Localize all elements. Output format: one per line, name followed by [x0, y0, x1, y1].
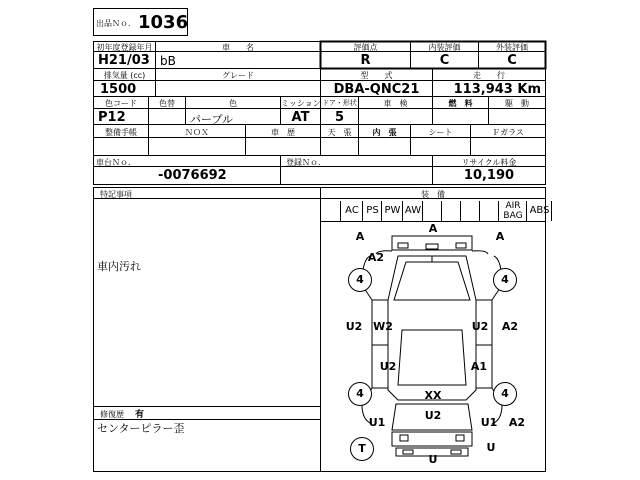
mileage-value: 113,943 Km	[453, 82, 541, 97]
color-value: パープル	[190, 113, 234, 126]
mark-right-front-door: A2	[501, 320, 519, 333]
interior-grade-header: 内装評価	[428, 43, 461, 52]
repair-history-label: 修復歴	[100, 410, 124, 419]
equipment-header: 装 備	[421, 190, 445, 199]
equipment-item: PS	[362, 201, 382, 221]
equipment-item	[460, 201, 480, 221]
spare-tire-circle: T	[350, 437, 374, 461]
doors-header: ドア・形状	[322, 99, 357, 107]
car-name-value: bB	[160, 54, 176, 68]
equipment-item	[479, 201, 499, 221]
equipment-item: AIR BAG	[498, 201, 527, 221]
nox-header: ＮＯＸ	[185, 128, 209, 137]
mark-left-front-door: U2	[345, 320, 363, 333]
mark-roof-front: A	[428, 222, 438, 235]
seat-header: シート	[428, 128, 453, 137]
lot-number-label: 出品Ｎｏ．	[96, 19, 136, 28]
equipment-item: PW	[381, 201, 403, 221]
lot-number: 1036	[138, 12, 189, 33]
tire-fl-circle: 4	[348, 268, 372, 292]
notes-header: 特記事項	[100, 190, 132, 199]
equipment-item	[441, 201, 461, 221]
color-code-header: 色コード	[105, 99, 137, 108]
first-registration-value: H21/03	[98, 53, 150, 68]
mark-left-inner: W2	[373, 320, 393, 333]
score-header: 評価点	[353, 43, 378, 52]
equipment-item	[422, 201, 442, 221]
mark-rear-panel: XX	[424, 389, 442, 402]
history-header: 車 歴	[271, 128, 295, 137]
inspection-header: 車 検	[383, 99, 408, 108]
mark-hood-left: A2	[367, 251, 385, 264]
equipment-item: AC	[340, 201, 363, 221]
notes-text: 車内汚れ	[97, 260, 141, 273]
car-name-header: 車 名	[222, 43, 254, 52]
mark-rear-left-quarter: U1	[368, 416, 386, 429]
recycle-fee-value: 10,190	[463, 168, 515, 183]
mark-rear-right-bottom: U	[486, 441, 496, 454]
year-header: 初年度登録年月	[96, 43, 153, 52]
transmission-header: ミッション	[281, 99, 321, 108]
exterior-grade-header: 外装評価	[496, 43, 528, 52]
color-code-value: P12	[98, 110, 126, 125]
registration-number-header: 登録Ｎｏ．	[286, 158, 326, 167]
repair-history-note: センターピラー歪	[97, 422, 185, 435]
mark-front-left-corner: A	[355, 230, 365, 243]
mileage-header: 走 行	[473, 71, 505, 80]
score-value: R	[360, 53, 371, 68]
tire-fr-circle: 4	[493, 268, 517, 292]
recycle-fee-header: リサイクル料金	[461, 158, 517, 167]
displacement-header: 排気量 (cc)	[103, 71, 146, 80]
model-header: 型 式	[360, 71, 393, 80]
tire-rl-circle: 4	[348, 382, 372, 406]
drive-header: 駆 動	[505, 99, 529, 108]
mark-right-inner: U2	[471, 320, 489, 333]
exterior-grade-value: C	[507, 53, 517, 68]
displacement-value: 1500	[100, 82, 137, 97]
grade-header: グレード	[222, 71, 254, 80]
fuel-header: 燃 料	[448, 99, 473, 108]
interior-grade-value: C	[439, 53, 450, 68]
color-header: 色	[229, 99, 237, 108]
equipment-divider	[551, 201, 552, 221]
color-change-header: 色替	[159, 99, 175, 108]
front-glass-header: Ｆガラス	[492, 128, 524, 137]
doors-value: 5	[334, 110, 345, 125]
mark-trunk: U2	[424, 409, 442, 422]
chassis-number-value: -0076692	[158, 168, 227, 183]
mark-front-right-corner: A	[495, 230, 505, 243]
mark-left-rear-door: U2	[379, 360, 397, 373]
manual-header: 整備手帳	[105, 128, 137, 137]
mark-rear-right-corner: A2	[508, 416, 526, 429]
model-value: DBA-QNC21	[333, 82, 420, 97]
equipment-item: AW	[402, 201, 423, 221]
chassis-number-header: 車台Ｎｏ．	[96, 158, 136, 167]
equipment-item: ABS	[526, 201, 552, 221]
repair-history-value: 有	[135, 410, 145, 420]
sunroof-header: 天 張	[327, 128, 352, 137]
transmission-value: AT	[291, 110, 310, 125]
interior-roof-header: 内 張	[372, 128, 397, 137]
mark-rear-right-quarter: U1	[480, 416, 498, 429]
mark-rear-bumper: U	[428, 453, 438, 466]
tire-rr-circle: 4	[493, 382, 517, 406]
mark-right-rear-door: A1	[470, 360, 488, 373]
